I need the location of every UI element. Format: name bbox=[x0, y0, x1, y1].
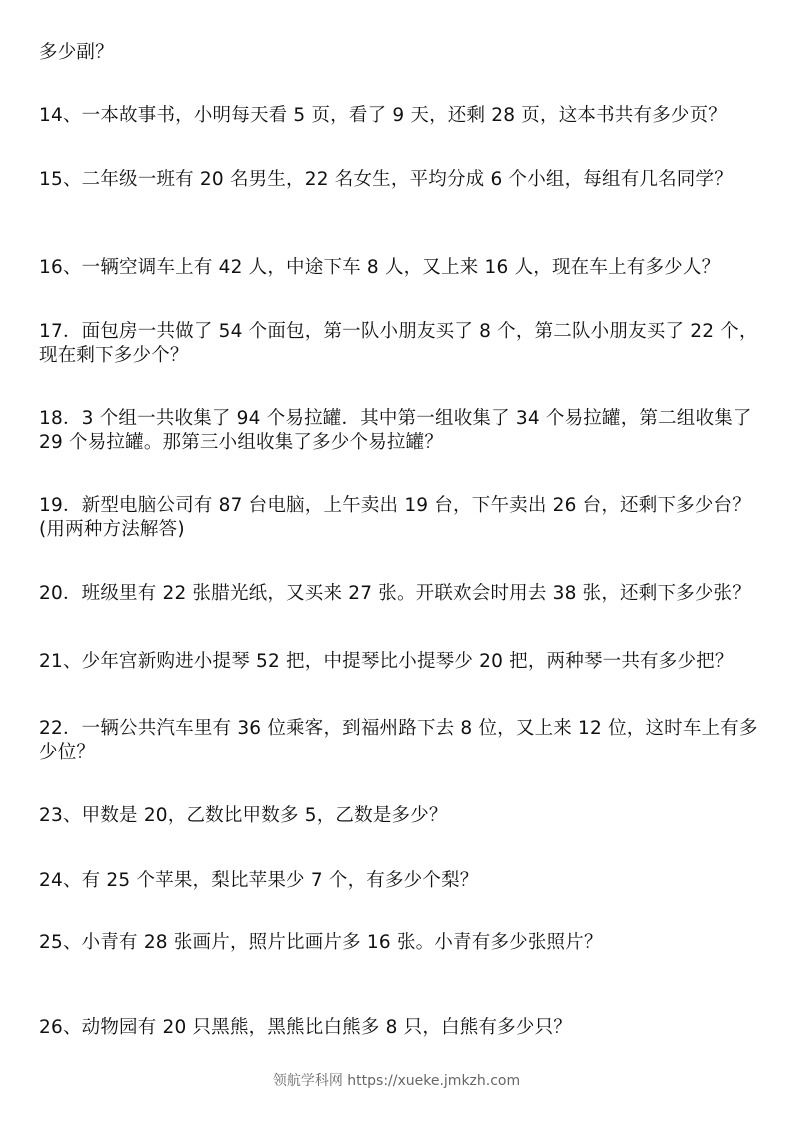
question-25: 25、小青有 28 张画片，照片比画片多 16 张。小青有多少张照片？ bbox=[39, 932, 603, 953]
question-26: 26、动物园有 20 只黑熊，黑熊比白熊多 8 只，白熊有多少只？ bbox=[39, 1017, 572, 1038]
question-23: 23、甲数是 20，乙数比甲数多 5，乙数是多少？ bbox=[39, 805, 448, 826]
question-18: 18．3 个组一共收集了 94 个易拉罐．其中第一组收集了 34 个易拉罐，第二组收集了 29 个易拉罐。那第三小组收集了多少个易拉罐？ bbox=[39, 408, 752, 453]
question-19: 19．新型电脑公司有 87 台电脑，上午卖出 19 台，下午卖出 26 台，还剩下多少台？(用两种方法解答) bbox=[39, 495, 751, 540]
question-13-tail: 多少副？ bbox=[39, 42, 114, 63]
question-24: 24、有 25 个苹果，梨比苹果少 7 个，有多少个梨？ bbox=[39, 870, 479, 891]
question-16: 16、一辆空调车上有 42 人，中途下车 8 人，又上来 16 人，现在车上有多少人？ bbox=[39, 257, 721, 278]
question-17: 17．面包房一共做了 54 个面包，第一队小朋友买了 8 个，第二队小朋友买了 22 个，现在剩下多少个？ bbox=[39, 321, 758, 366]
question-22: 22．一辆公共汽车里有 36 位乘客，到福州路下去 8 位，又上来 12 位，这时车上有多少位？ bbox=[39, 718, 758, 763]
question-21: 21、少年宫新购进小提琴 52 把，中提琴比小提琴少 20 把，两种琴一共有多少把？ bbox=[39, 651, 734, 672]
question-15: 15、二年级一班有 20 名男生，22 名女生，平均分成 6 个小组，每组有几名同学？ bbox=[39, 169, 733, 190]
question-14: 14、一本故事书，小明每天看 5 页，看了 9 天，还剩 28 页，这本书共有多少页？ bbox=[39, 105, 728, 126]
question-20: 20．班级里有 22 张腊光纸，又买来 27 张。开联欢会时用去 38 张，还剩下多少张？ bbox=[39, 583, 751, 604]
footer-watermark: 领航学科网 https://xueke.jmkzh.com bbox=[272, 1073, 521, 1089]
